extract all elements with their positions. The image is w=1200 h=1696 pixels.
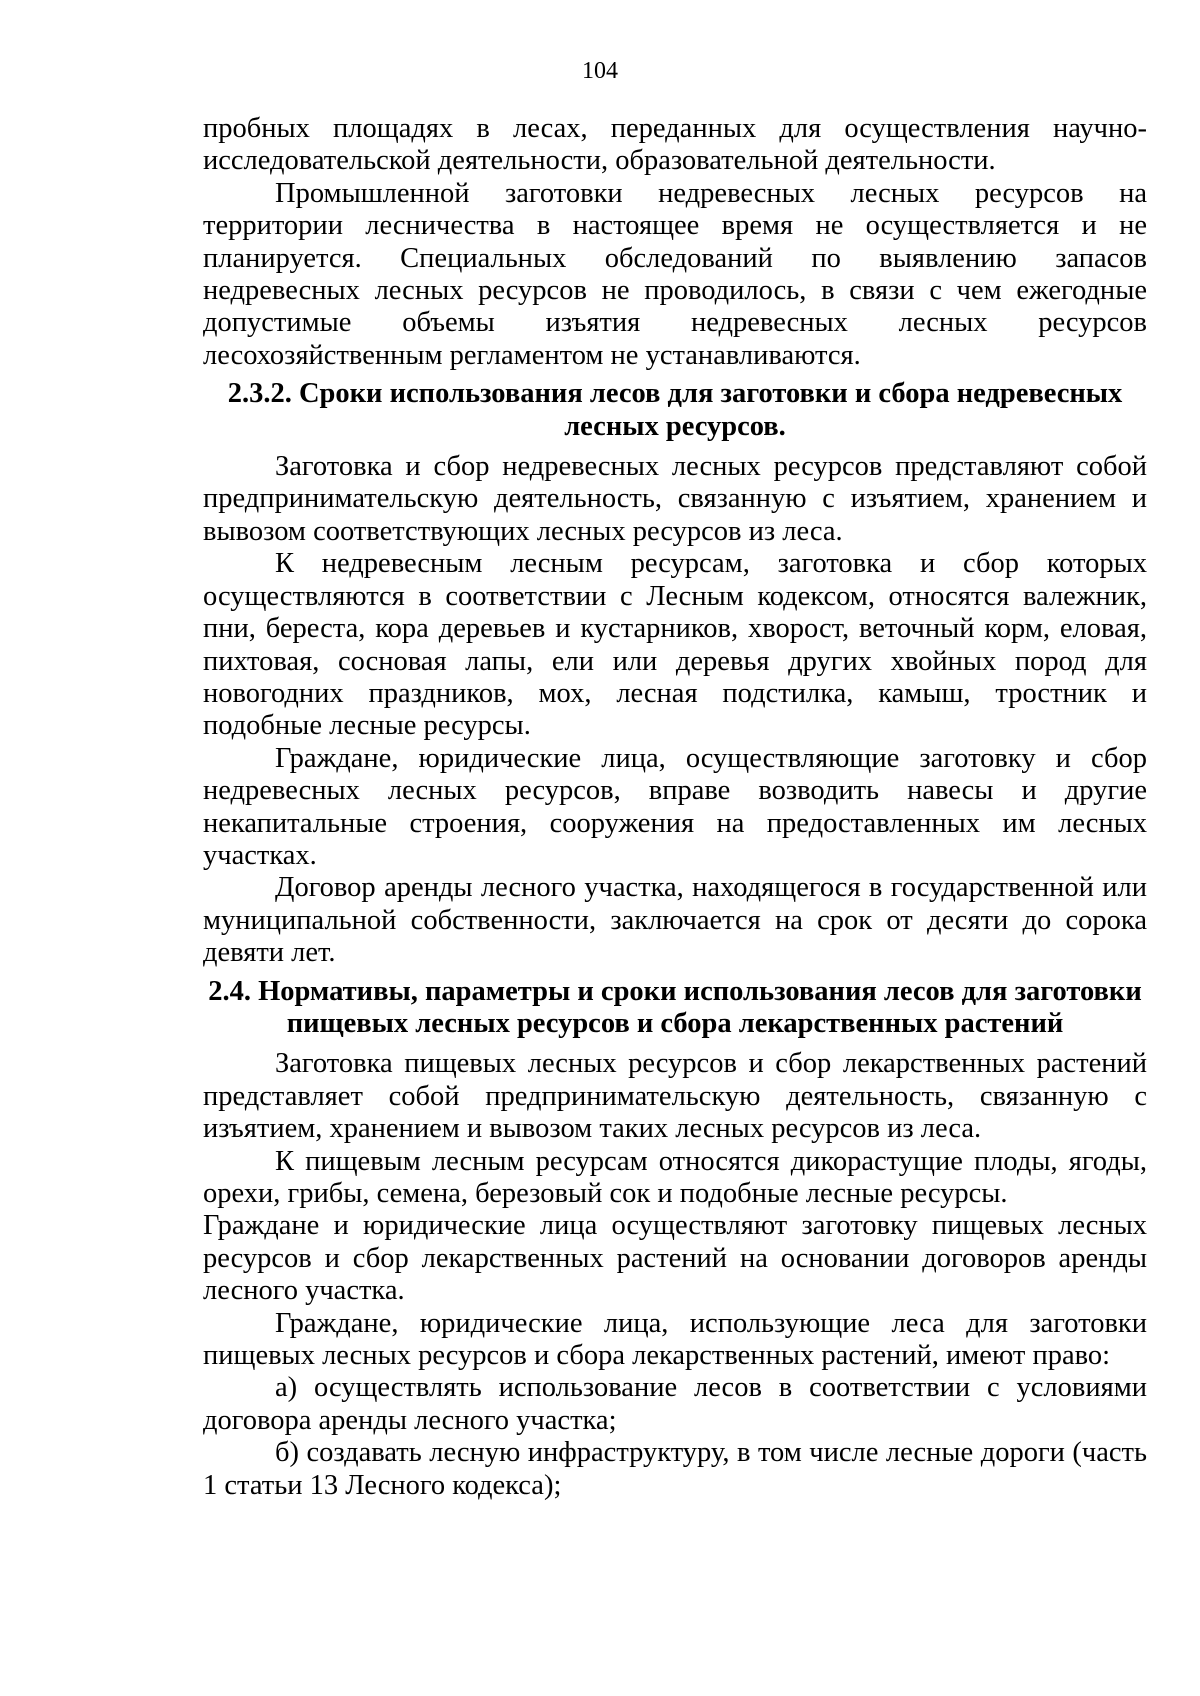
page-number: 104 — [582, 58, 618, 84]
paragraph-food-resources-definition: Заготовка пищевых лесных ресурсов и сбор лекарственных растений представляет собой предпринимательскую деятельность, связанную с изъятием, хранением и вывозом таких лесных ресурсов из леса. — [203, 1048, 1147, 1145]
list-item-b: б) создавать лесную инфраструктуру, в том числе лесные дороги (часть 1 статьи 13 Лесного кодекса); — [203, 1437, 1147, 1501]
section-heading-2-3-2: 2.3.2. Сроки использования лесов для заготовки и сбора недревесных лесных ресурсов. — [227, 378, 1123, 442]
paragraph-lease-basis: Граждане и юридические лица осуществляют заготовку пищевых лесных ресурсов и сбор лекарственных растений на основании договоров аренды лесного участка. — [203, 1210, 1147, 1307]
paragraph-rights-intro: Граждане, юридические лица, использующие леса для заготовки пищевых лесных ресурсов и сбора лекарственных растений, имеют право: — [203, 1307, 1147, 1372]
paragraph-industrial-harvesting: Промышленной заготовки недревесных лесных ресурсов на территории лесничества в настоящее время не осуществляется и не планируется. Специальных обследований по выявлению запасов недревесных лесных ресурсов не проводилось, в связи с чем ежегодные допустимые объемы изъятия недревесных лесных ресурсов лесохозяйственным регламентом не устанавливаются. — [203, 177, 1147, 371]
section-heading-2-4: 2.4. Нормативы, параметры и сроки использования лесов для заготовки пищевых лесных ресурсов и сбора лекарственных растений — [208, 975, 1142, 1039]
document-body — [203, 113, 1147, 1502]
list-item-a: а) осуществлять использование лесов в соответствии с условиями договора аренды лесного участка; — [203, 1372, 1147, 1436]
paragraph-citizens-rights-structures: Граждане, юридические лица, осуществляющие заготовку и сбор недревесных лесных ресурсов, вправе возводить навесы и другие некапитальные строения, сооружения на предоставленных им лесных участках. — [203, 742, 1147, 871]
paragraph-food-resources-list: К пищевым лесным ресурсам относятся дикорастущие плоды, ягоды, орехи, грибы, семена, березовый сок и подобные лесные ресурсы. — [203, 1145, 1147, 1209]
paragraph-continuation: пробных площадях в лесах, переданных для осуществления научно-исследовательской деятельности, образовательной деятельности. — [203, 113, 1147, 177]
paragraph-lease-term: Договор аренды лесного участка, находящегося в государственной или муниципальной собственности, заключается на срок от десяти до сорока девяти лет. — [203, 872, 1147, 969]
paragraph-non-timber-resources-list: К недревесным лесным ресурсам, заготовка и сбор которых осуществляются в соответствии с Лесным кодексом, относятся валежник, пни, береста, кора деревьев и кустарников, хворост, веточный корм, еловая, пихтовая, сосновая лапы, ели или деревья других хвойных пород для новогодних праздников, мох, лесная подстилка, камыш, тростник и подобные лесные ресурсы. — [203, 548, 1147, 742]
paragraph-harvesting-definition: Заготовка и сбор недревесных лесных ресурсов представляют собой предпринимательскую деятельность, связанную с изъятием, хранением и вывозом соответствующих лесных ресурсов из леса. — [203, 451, 1147, 547]
